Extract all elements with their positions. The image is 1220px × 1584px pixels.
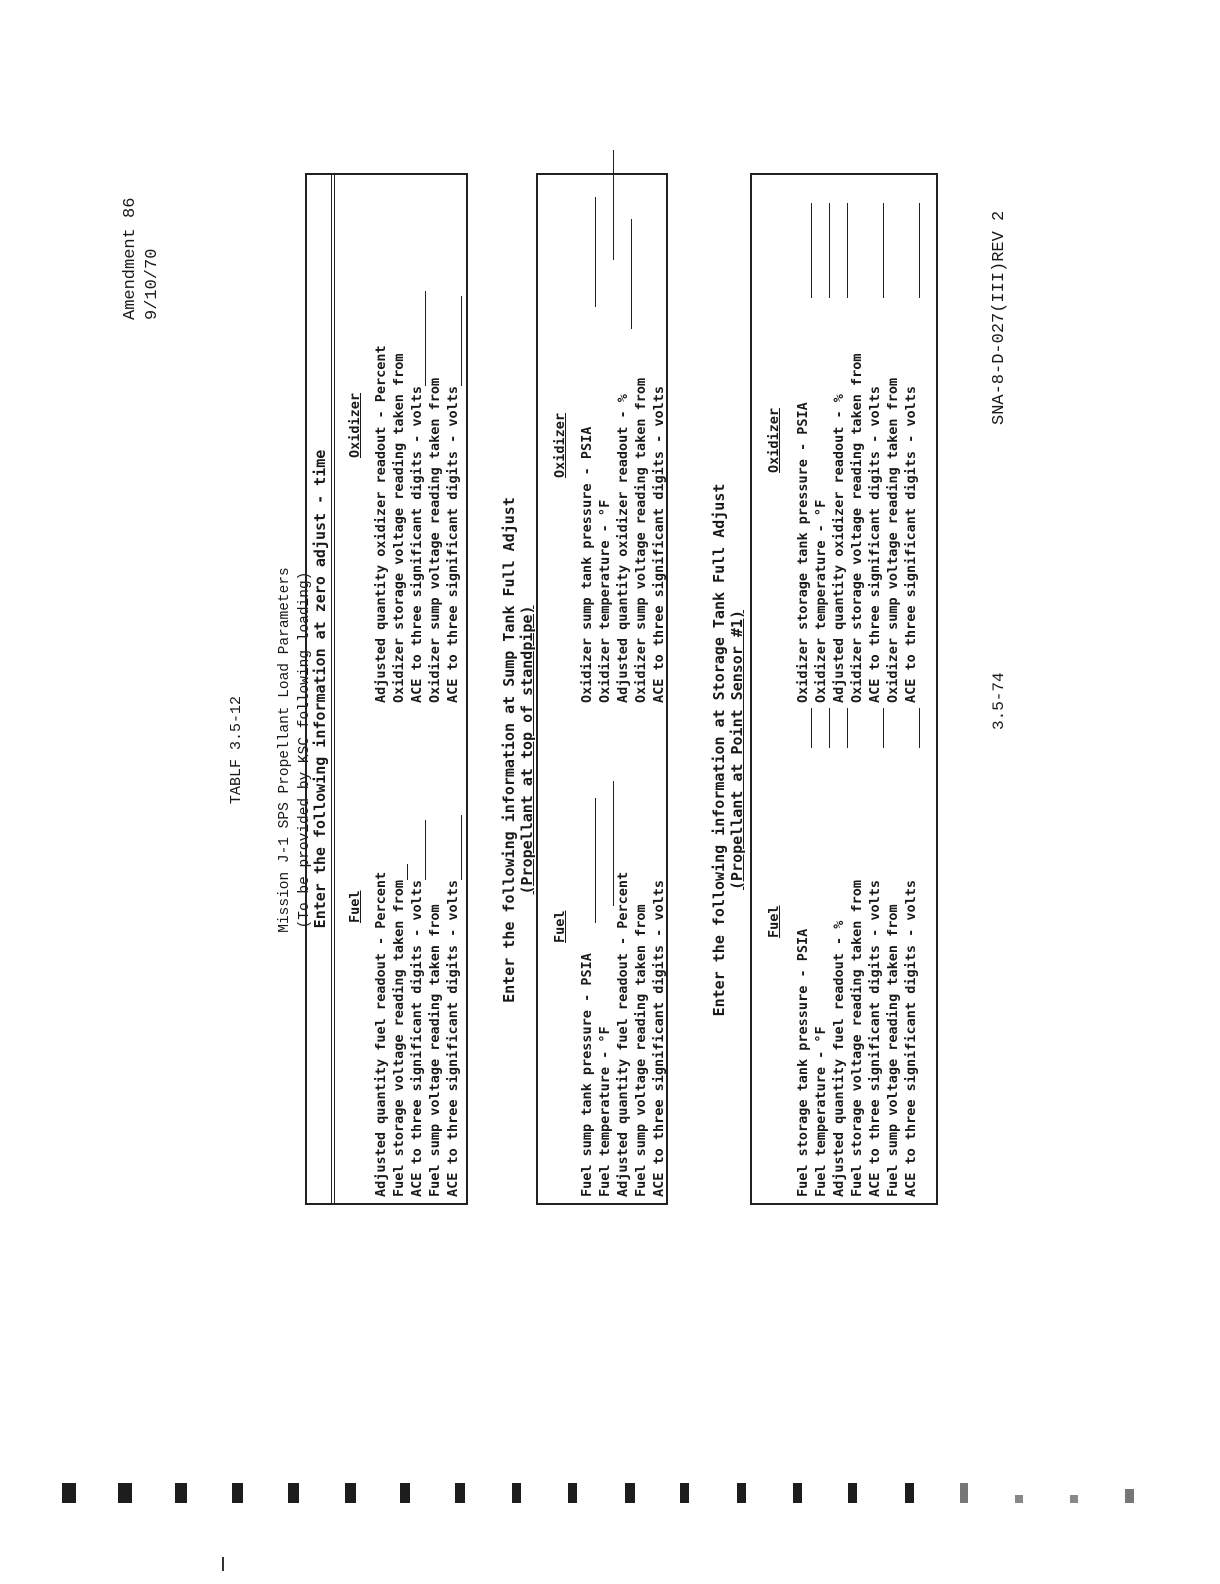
section-3-box (750, 173, 938, 1205)
list-item: Oxidizer temperature - °F (597, 499, 613, 703)
amendment-date: 9/10/70 (143, 248, 162, 320)
entry-blank (797, 203, 812, 298)
entry-blank (869, 203, 884, 298)
page-number: 3.5-74 (990, 672, 1008, 730)
table-number: TABLF 3.5-12 (228, 695, 245, 805)
entry-blank (581, 798, 596, 923)
list-item: ACE to three significant digits - volts (651, 386, 667, 703)
entry-blank (411, 291, 426, 386)
list-item: Adjusted quantity oxidizer readout - % (615, 394, 631, 703)
entry-blank (617, 219, 632, 329)
list-item: ACE to three significant digits - volts (651, 880, 667, 1197)
entry-blank (447, 296, 462, 386)
section-1-fuel-title: Fuel (347, 890, 363, 923)
entry-blank (653, 256, 668, 366)
section-2-fuel-title: Fuel (552, 910, 568, 943)
section-1-oxidizer-title: Oxidizer (347, 392, 363, 458)
amendment-label: Amendment 86 (121, 197, 140, 320)
entry-blank (447, 815, 462, 880)
list-item: Adjusted quantity fuel readout - Percent (373, 871, 389, 1197)
amendment-block (120, 198, 164, 320)
list-item: Adjusted quantity fuel readout - % (831, 920, 847, 1197)
entry-blank (905, 203, 920, 298)
entry-blank (797, 708, 812, 748)
section-2-subheading: (Propellant at top of standpipe) (518, 605, 536, 895)
section-3-fuel-title: Fuel (766, 905, 782, 938)
list-item: Fuel temperature - °F (813, 1026, 829, 1197)
list-item: Fuel storage voltage reading taken from (391, 880, 407, 1197)
list-item: Fuel sump tank pressure - PSIA (579, 953, 595, 1197)
section-2-heading: Enter the following information at Sump Tank Full Adjust (500, 497, 518, 1003)
list-item: ACE to three significant digits - volts (409, 880, 425, 1197)
list-item: Fuel temperature - °F (597, 1026, 613, 1197)
entry-blank (815, 708, 830, 748)
list-item: Oxidizer sump voltage reading taken from (633, 377, 649, 703)
section-1-heading: Enter the following information at zero adjust - time (311, 449, 329, 929)
section-1-box (305, 173, 468, 1205)
entry-blank (833, 203, 848, 298)
list-item: Oxidizer sump voltage reading taken from (885, 377, 901, 703)
section-2-oxidizer-title: Oxidizer (552, 412, 568, 478)
list-item: Fuel storage tank pressure - PSIA (795, 928, 811, 1197)
list-item: Oxidizer temperature - °F (813, 499, 829, 703)
entry-blank (833, 708, 848, 748)
edge-tick (222, 1557, 224, 1571)
section-3-subheading: (Propellant at Point Sensor #1) (728, 610, 746, 890)
list-item: Adjusted quantity oxidizer readout - % (831, 394, 847, 703)
list-item: Oxidizer storage tank pressure - PSIA (795, 402, 811, 703)
list-item: Oxidizer sump tank pressure - PSIA (579, 426, 595, 703)
document-id: SNA-8-D-027(III)REV 2 (990, 210, 1009, 425)
list-item: Oxidizer storage voltage reading taken from (849, 353, 865, 703)
list-item: ACE to three significant digits - volts (445, 880, 461, 1197)
table-subtitle: (To be provided by KSC following loading) (297, 571, 313, 929)
entry-blank (599, 781, 614, 906)
entry-blank (869, 708, 884, 748)
list-item: ACE to three significant digits - volts (445, 386, 461, 703)
list-item: Fuel sump voltage reading taken from (427, 904, 443, 1197)
list-item: ACE to three significant digits - volts (867, 386, 883, 703)
entry-blank (411, 820, 426, 880)
list-item: ACE to three significant digits - volts (903, 386, 919, 703)
section-2-box (536, 173, 668, 1205)
entry-blank (393, 864, 408, 880)
list-item: Fuel storage voltage reading taken from (849, 880, 865, 1197)
list-item: Adjusted quantity fuel readout - Percent (615, 871, 631, 1197)
entry-blank (905, 708, 920, 748)
list-item: ACE to three significant digits - volts (867, 880, 883, 1197)
table-title: Mission J-1 SPS Propellant Load Parameters (277, 567, 293, 933)
list-item: Adjusted quantity oxidizer readout - Percent (373, 345, 389, 703)
entry-blank (599, 150, 614, 260)
list-item: ACE to three significant digits - volts (903, 880, 919, 1197)
section-3-oxidizer-title: Oxidizer (766, 407, 782, 473)
rotated-page (110, 180, 1070, 1320)
entry-blank (581, 197, 596, 307)
entry-blank (653, 800, 668, 880)
list-item: Oxidizer sump voltage reading taken from (427, 377, 443, 703)
list-item: ACE to three significant digits - volts (409, 386, 425, 703)
list-item: Fuel sump voltage reading taken from (885, 904, 901, 1197)
section-3-heading: Enter the following information at Storage Tank Full Adjust (710, 483, 728, 1017)
entry-blank (815, 203, 830, 298)
list-item: Oxidizer storage voltage reading taken from (391, 353, 407, 703)
list-item: Fuel sump voltage reading taken from (633, 904, 649, 1197)
